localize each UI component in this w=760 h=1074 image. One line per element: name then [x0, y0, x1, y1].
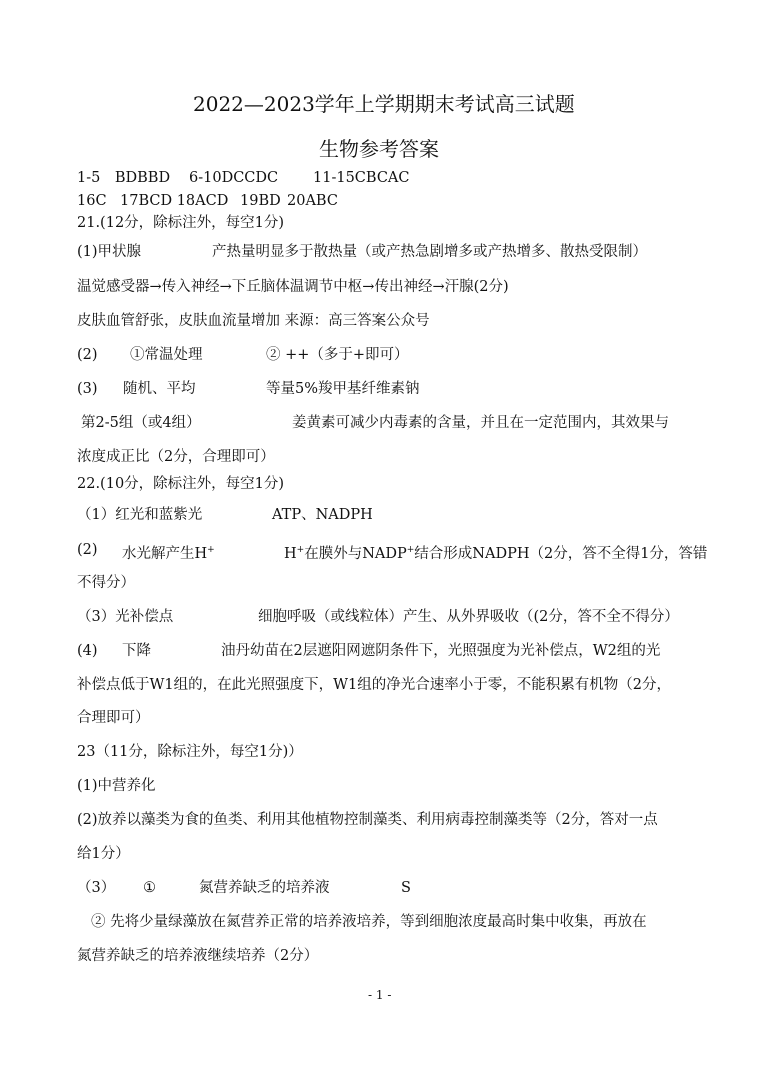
answer-text: 补偿点低于W1组的，在此光照强度下，W1组的净光合速率小于零，不能积累有机物（2分， [77, 677, 671, 693]
answer-text: 浓度成正比（2分，合理即可） [77, 449, 275, 465]
answer-text: S [401, 880, 411, 896]
answer-fragment: 水光解产生H [122, 545, 208, 562]
answer-text: 等量5%羧甲基纤维素钠 [266, 381, 420, 397]
answer-text: 皮肤血管舒张，皮肤血流量增加 来源：高三答案公众号 [77, 313, 430, 329]
answer-text: 氮营养缺乏的培养液 [199, 880, 330, 896]
answer-text: (2)放养以藻类为食的鱼类、利用其他植物控制藻类、利用病毒控制藻类等（2分，答对一点 [77, 812, 658, 828]
answer-fragment: 在膜外与NADP [304, 545, 407, 562]
answer-text: 油丹幼苗在2层遮阳网遮阴条件下，光照强度为光补偿点，W2组的光 [221, 643, 661, 659]
question-heading: 21.(12分，除标注外，每空1分) [77, 215, 285, 231]
answer-text: 姜黄素可减少内毒素的含量，并且在一定范围内，其效果与 [292, 415, 669, 431]
answer-text: 16C [77, 193, 107, 209]
page-subtitle: 生物参考答案 [319, 137, 439, 161]
answer-fragment: 结合形成NADPH（2分，答不全得1分，答错 [414, 545, 708, 562]
answer-text: 19BD [240, 193, 281, 209]
plus-superscript: + [296, 545, 305, 555]
answer-text: ② ++（多于+即可） [266, 347, 409, 363]
answer-text: ① [143, 880, 156, 896]
page-number: - 1 - [368, 988, 392, 1002]
question-heading: 23（11分，除标注外，每空1分)） [77, 744, 303, 760]
answer-text: 合理即可） [77, 710, 150, 726]
answer-text: （3）光补偿点 [77, 609, 174, 625]
answer-text: ①常温处理 [130, 347, 203, 363]
question-heading: 22.(10分，除标注外，每空1分) [77, 476, 285, 492]
answer-text: （3） [77, 880, 116, 896]
answer-text: 第2-5组（或4组） [81, 415, 201, 431]
answer-text: (4) [77, 643, 98, 659]
answer-text: 氮营养缺乏的培养液继续培养（2分） [77, 948, 319, 964]
answer-text: (3) [77, 381, 98, 397]
answer-text: (2) [77, 542, 98, 558]
answer-text: 1-5 BDBBD [77, 170, 171, 186]
answer-text: (1)甲状腺 [77, 244, 142, 260]
answer-text [284, 540, 707, 564]
answer-text: 6-10DCCDC [189, 170, 279, 186]
answer-text: 细胞呼吸（或线粒体）产生、从外界吸收（(2分，答不全不得分） [258, 609, 679, 625]
answer-text: （1）红光和蓝紫光 [77, 507, 203, 523]
answer-text: ATP、NADPH [272, 507, 373, 523]
answer-text: 温觉感受器→传入神经→下丘脑体温调节中枢→传出神经→汗腺(2分) [77, 279, 509, 295]
answer-text: 20ABC [287, 193, 338, 209]
answer-text: (1)中营养化 [77, 778, 156, 794]
answer-text: ② 先将少量绿藻放在氮营养正常的培养液培养，等到细胞浓度最高时集中收集，再放在 [91, 914, 647, 930]
answer-text: 随机、平均 [123, 381, 196, 397]
answer-text [122, 540, 215, 564]
answer-text: 11-15CBCAC [313, 170, 410, 186]
answer-fragment: H [284, 545, 297, 562]
answer-text: 17BCD 18ACD [120, 193, 229, 209]
answer-text: 下降 [122, 643, 151, 659]
plus-superscript: + [207, 545, 215, 555]
answer-text: 产热量明显多于散热量（或产热急剧增多或产热增多、散热受限制） [212, 244, 647, 260]
answer-text: (2) [77, 347, 98, 363]
answer-text: 给1分） [77, 846, 130, 862]
page-title: 2022—2023学年上学期期末考试高三试题 [193, 92, 575, 116]
answer-text: 不得分） [77, 575, 135, 591]
plus-superscript: + [406, 545, 415, 555]
